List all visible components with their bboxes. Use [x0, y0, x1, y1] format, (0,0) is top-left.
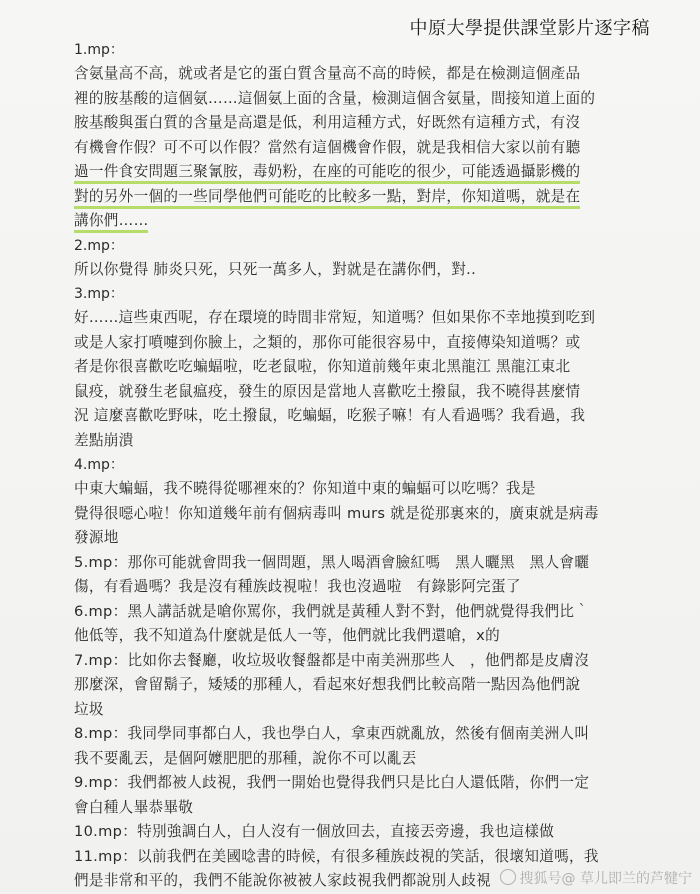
- text-line: 我不要亂丟，是個阿嬤肥肥的那種，說你不可以亂丟: [74, 749, 417, 767]
- section-label: 4.mp：: [74, 457, 124, 473]
- section-text: [74, 600, 664, 649]
- text-line: [74, 600, 664, 625]
- text-line: 況 這麼喜歡吃野味，吃土撥鼠，吃蝙蝠，吃猴子嘛！有人看過嗎？我看過，我: [74, 407, 586, 424]
- highlighted-text: 講你們……: [74, 212, 148, 233]
- text-line: [74, 771, 664, 796]
- text-line: 者是你很喜歡吃吃蝙蝠啦，吃老鼠啦，你知道前幾年東北黑龍江 黑龍江東北: [74, 358, 571, 375]
- transcript-section-6: [74, 600, 664, 649]
- text-line: 垃圾: [74, 700, 104, 718]
- section-text: [74, 62, 664, 234]
- section-text: [74, 306, 664, 453]
- text-line: [74, 722, 664, 747]
- sohu-logo-icon: [500, 869, 516, 885]
- text-line: 有機會作假？可不可以作假？當然有這個機會作假，就是我相信大家以前有聽: [74, 138, 581, 156]
- section-label: 7.mp：: [74, 651, 128, 669]
- text-line: 會白種人畢恭畢敬: [74, 798, 194, 816]
- text-line: [74, 845, 664, 870]
- transcript-section-5: [74, 551, 664, 600]
- watermark: [500, 868, 692, 888]
- watermark-text: 搜狐号@ 草儿即兰的芦犍宁: [519, 871, 692, 887]
- section-text: [74, 551, 664, 600]
- section-label: 11.mp：: [74, 847, 138, 865]
- text-line: 含氨量高不高，就或者是它的蛋白質含量高不高的時候，都是在檢測這個產品: [74, 65, 581, 82]
- line-text: 我同學同事都白人，我也學白人，拿東西就亂放，然後有個南美洲人叫: [127, 725, 590, 742]
- document-title: 中原大學提供課堂影片逐字稿: [409, 18, 650, 39]
- transcript-section-2: [74, 234, 664, 283]
- line-text: 那你可能就會問我一個問題，黑人喝酒會臉紅嗎 黑人曬黑 黑人會曬: [127, 553, 590, 571]
- section-label: 2.mp：: [74, 237, 124, 254]
- text-line: [74, 649, 664, 674]
- text-line: 中東大蝙蝠，我不曉得從哪裡來的？你知道中東的蝙蝠可以吃嗎？我是: [74, 480, 536, 497]
- transcript-section-10: [74, 820, 664, 845]
- text-line: 覺得很噁心啦！你知道幾年前有個病毒叫 murs 就是從那裏來的，廣東就是病毒: [74, 504, 599, 522]
- text-line: [74, 551, 664, 576]
- text-line: 好……這些東西呢，存在環境的時間非常短，知道嗎？但如果你不幸地摸到吃到: [74, 309, 596, 326]
- section-label: 3.mp：: [74, 286, 124, 302]
- text-line: 他低等，我不知道為什麼就是低人一等，他們就比我們還嗆，x的: [74, 627, 500, 644]
- section-text: [74, 477, 664, 551]
- text-line-highlighted: [74, 209, 664, 234]
- transcript-section-7: [74, 649, 664, 723]
- text-line: 鼠疫，就發生老鼠瘟疫，發生的原因是當地人喜歡吃土撥鼠，我不曉得甚麼情: [74, 382, 581, 400]
- section-label: 8.mp：: [74, 725, 128, 742]
- section-text: [74, 820, 664, 845]
- section-text: [74, 649, 664, 723]
- section-label: 6.mp：: [74, 602, 128, 620]
- transcript-section-9: [74, 771, 664, 820]
- text-line: [74, 820, 664, 845]
- transcript-section-4: [74, 453, 664, 551]
- line-text: 我們都被人歧視，我們一開始也覺得我們只是比白人還低階，你們一定: [127, 774, 590, 791]
- transcript-section-8: [74, 722, 664, 771]
- line-text: 比如你去餐廳，收垃圾收餐盤都是中南美洲那些人 ，他們都是皮膚沒: [127, 651, 590, 669]
- transcript-section-1: [74, 38, 664, 234]
- highlighted-text: 過一件食安問題三聚氰胺，毒奶粉，在座的可能吃的很少，可能透過攝影機的: [74, 163, 580, 184]
- text-line: 所以你覺得 肺炎只死，只死一萬多人，對就是在講你們，對..: [74, 260, 477, 278]
- section-label: 9.mp：: [74, 774, 128, 791]
- text-line-highlighted: [74, 185, 664, 210]
- section-label: 5.mp：: [74, 553, 128, 571]
- section-label: 10.mp：: [74, 823, 138, 840]
- section-text: [74, 771, 664, 820]
- transcript-section-3: [74, 282, 664, 453]
- text-line: 發源地: [74, 529, 119, 546]
- highlighted-text: 對的另外一個的一些同學他們可能吃的比較多一點，對岸，你知道嗎，就是在: [74, 188, 580, 209]
- section-text: [74, 258, 664, 283]
- text-line-highlighted: [74, 160, 664, 185]
- transcript-body: [74, 38, 664, 894]
- line-text: 黑人講話就是嗆你罵你，我們就是黃種人對不對，他們就覺得我們比｀: [127, 602, 590, 620]
- text-line: 差點崩潰: [74, 431, 134, 449]
- text-line: 們是非常和平的，我們不能說你被被人家歧視我們都說別人歧視: [74, 872, 492, 889]
- text-line: 裡的胺基酸的這個氨……這個氨上面的含量，檢測這個含氨量，間接知道上面的: [74, 89, 596, 107]
- section-text: [74, 722, 664, 771]
- text-line: 胺基酸與蛋白質的含量是高還是低，利用這種方式，好既然有這種方式，有沒: [74, 114, 581, 131]
- line-text: 特別強調白人，白人沒有一個放回去，直接丟旁邊，我也這樣做: [137, 823, 555, 840]
- text-line: 或是人家打噴嚏到你臉上，之類的，那你可能很容易中，直接傳染知道嗎？或: [74, 333, 581, 351]
- text-line: 傷，有看過嗎？我是沒有種族歧視啦！我也沒過啦 有錄影阿完蛋了: [74, 578, 521, 595]
- text-line: 那麼深，會留鬍子，矮矮的那種人，看起來好想我們比較高階一點因為他們說: [74, 676, 581, 693]
- section-label: 1.mp：: [74, 42, 124, 58]
- line-text: 以前我們在美國唸書的時候，有很多種族歧視的笑話，很壞知道嗎，我: [137, 847, 599, 865]
